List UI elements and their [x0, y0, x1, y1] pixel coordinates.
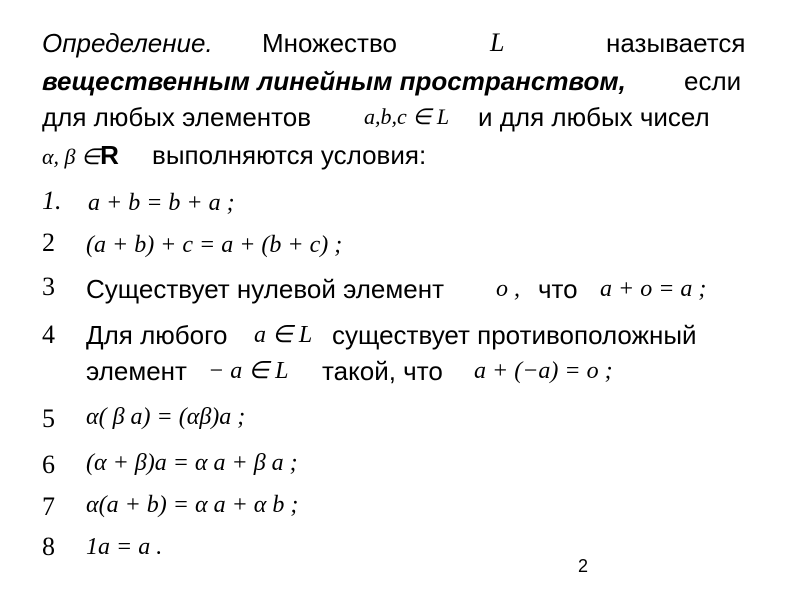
condition-number: 4 — [42, 320, 55, 349]
condition-number: 3 — [42, 272, 55, 301]
condition-number: 5 — [42, 404, 55, 433]
formula: a + o = a ; — [600, 276, 707, 302]
formula: (a + b) + c = a + (b + c) ; — [86, 232, 343, 258]
formula: a,b,c ∈ L — [364, 104, 450, 129]
formula: 1a = a . — [86, 534, 163, 560]
defined-term: вещественным линейным пространством, — [42, 66, 626, 96]
definition-term: Определение. — [42, 28, 213, 58]
definition-line-3 — [42, 102, 710, 132]
condition-text: что — [538, 274, 578, 304]
definition-text: выполняются условия: — [152, 140, 427, 170]
definition-text: Множество — [262, 28, 397, 58]
definition-line-1 — [42, 28, 746, 58]
condition-4-line-2 — [86, 356, 613, 386]
page-number: 2 — [578, 556, 589, 576]
formula: a ∈ L — [254, 322, 313, 348]
condition-8 — [86, 530, 162, 562]
real-numbers-symbol: R — [100, 140, 119, 170]
condition-1 — [88, 186, 235, 218]
formula: α, β ∈ — [42, 144, 101, 169]
definition-text: для любых элементов — [42, 102, 312, 132]
condition-number: 6 — [42, 450, 55, 479]
formula: α(a + b) = α a + α b ; — [86, 492, 299, 518]
condition-number: 2 — [42, 228, 55, 257]
formula: a + (−a) = o ; — [474, 358, 613, 384]
condition-text: существует противоположный — [332, 320, 697, 350]
condition-text: такой, что — [322, 356, 443, 386]
condition-text: элемент — [86, 356, 187, 386]
condition-number: 7 — [42, 492, 55, 521]
condition-6 — [86, 446, 298, 478]
condition-text: Существует нулевой элемент — [86, 274, 444, 304]
condition-3 — [86, 274, 707, 304]
formula: − a ∈ L — [208, 358, 289, 384]
condition-number: 8 — [42, 532, 55, 561]
definition-line-2 — [42, 66, 742, 96]
formula: (α + β)a = α a + β a ; — [86, 450, 298, 476]
formula: a + b = b + a ; — [88, 190, 235, 216]
condition-number: 1. — [42, 186, 62, 215]
condition-2 — [86, 228, 342, 260]
definition-line-4 — [42, 140, 427, 172]
definition-text: называется — [606, 28, 746, 58]
definition-text: если — [684, 66, 742, 96]
condition-5 — [86, 400, 245, 432]
set-symbol: L — [490, 28, 505, 57]
formula: α( β a) = (αβ)a ; — [86, 404, 246, 430]
definition-text: и для любых чисел — [478, 102, 710, 132]
formula: o , — [496, 276, 520, 302]
condition-text: Для любого — [86, 320, 228, 350]
condition-4-line-1 — [86, 320, 697, 350]
condition-7 — [86, 488, 298, 520]
